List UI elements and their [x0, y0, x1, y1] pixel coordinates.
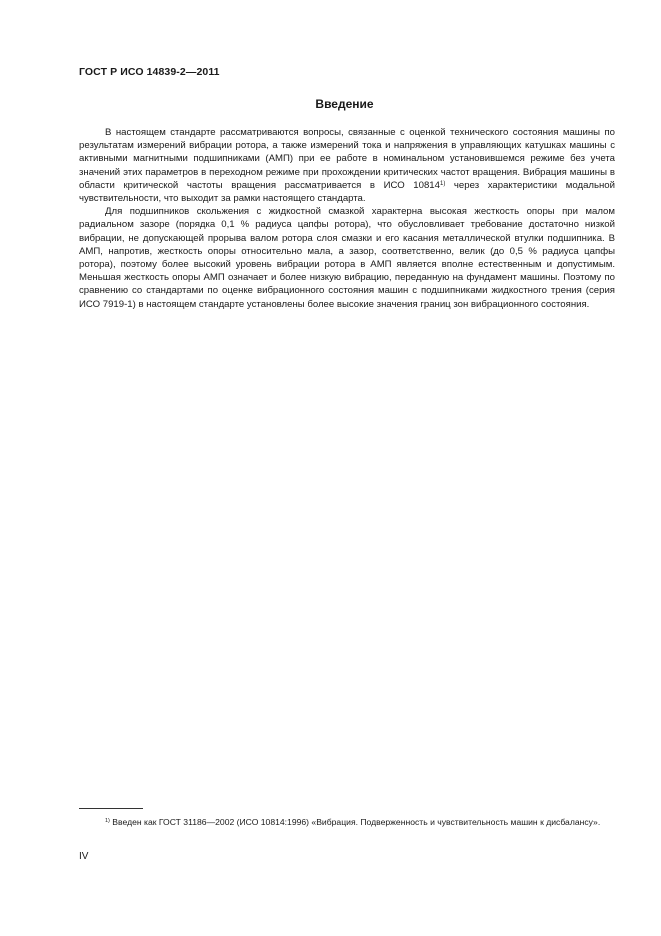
footnote-mark: 1): [105, 818, 110, 824]
document-header: ГОСТ Р ИСО 14839-2—2011: [79, 66, 220, 78]
section-title: Введение: [315, 97, 374, 111]
paragraph-2: Для подшипников скольжения с жидкостной смазкой характерна высокая жесткость опоры при малом радиальном зазоре (порядка 0,1 % радиуса цапфы ротора), что обусловливает требование достаточно низкой вибрации, не допускающей прорыва валом ротора слоя смазки и его касания металлической втулки подшипника. В АМП, напротив, жесткость опоры относительно мала, а зазор, соответственно, велик (до 0,5 % радиуса цапфы ротора), поэтому более высокий уровень вибрации ротора в АМП является вполне естественным и допустимым. Меньшая жесткость опоры АМП означает и более низкую вибрацию, переданную на фундамент машины. Поэтому по сравнению со стандартами по оценке вибрационного состояния машин с подшипниками жидкостного трения (серия ИСО 7919-1) в настоящем стандарте установлены более высокие значения границ зон вибрационного состояния.: [79, 206, 615, 310]
footnote-divider: [79, 808, 143, 809]
footnote: [79, 815, 617, 829]
footnote-text: Введен как ГОСТ 31186—2002 (ИСО 10814:1996) «Вибрация. Подверженность и чувствительность машин к дисбалансу».: [109, 817, 601, 827]
body-text: [79, 126, 615, 311]
footnote-reference: 1): [439, 180, 446, 187]
paragraph-1-text: В настоящем стандарте рассматриваются вопросы, связанные с оценкой технического состояния машины по результатам измерений вибрации ротора, а также измерений тока и напряжения в управляющих катушках машины с активными магнитными подшипниками (АМП) при ее работе в номинальном установившемся режиме без учета значений этих параметров в переходном режиме при прохождении критических частот вращения. Вибрация машины в области критической частоты вращения рассматривается в ИСО 10814: [79, 127, 615, 191]
paragraph-1: [79, 126, 615, 205]
paragraph-1-text-continued: через характеристики модальной чувствительности, что выходит за рамки настоящего стандарта.: [79, 179, 615, 205]
page-number: IV: [79, 851, 89, 862]
